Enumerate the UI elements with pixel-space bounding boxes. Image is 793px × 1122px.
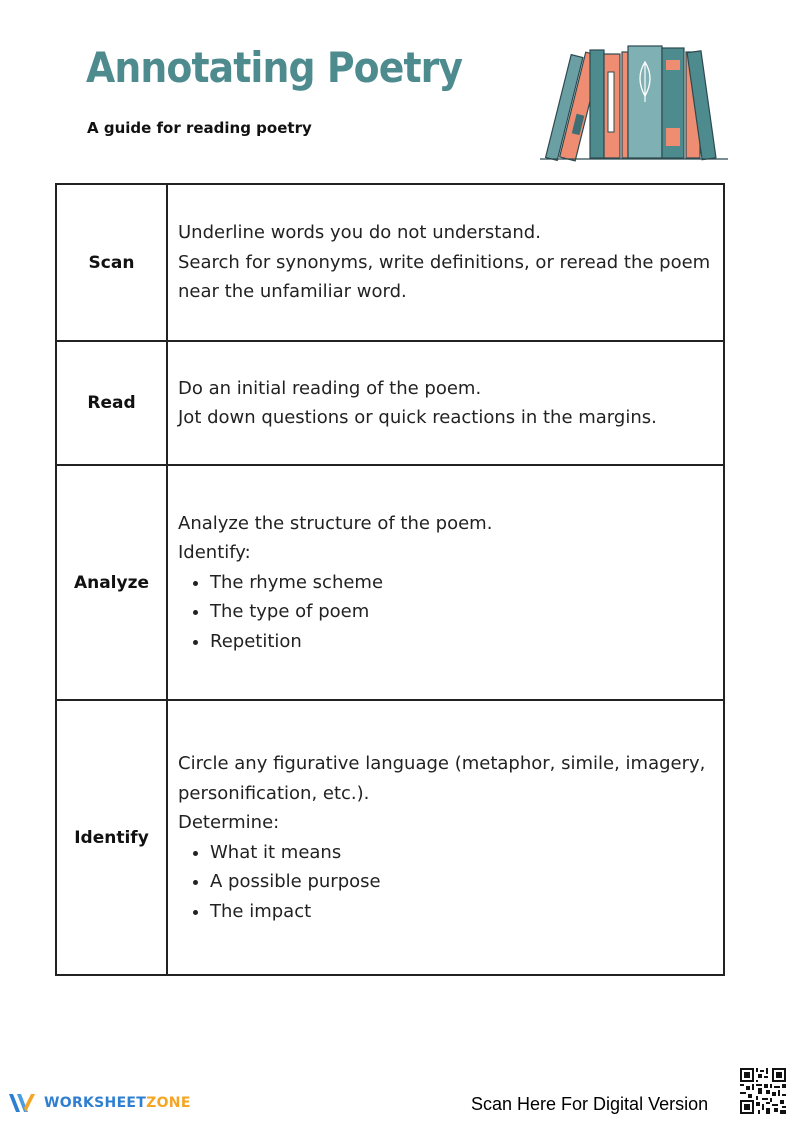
- description-line: Analyze the structure of the poem.: [178, 512, 493, 534]
- step-description: [167, 465, 724, 700]
- description-line: Underline words you do not understand.: [178, 222, 541, 244]
- list-item: • The type of poem: [210, 597, 713, 627]
- list-item: • Repetition: [210, 627, 713, 657]
- page-subtitle: A guide for reading poetry: [87, 119, 312, 137]
- description-line: Search for synonyms, write definitions, or reread the poem near the unfamiliar word.: [178, 251, 711, 303]
- table-row: [56, 465, 724, 700]
- description-line: Do an initial reading of the poem.: [178, 377, 482, 399]
- description-line: Jot down questions or quick reactions in the margins.: [178, 407, 657, 428]
- description-line: Identify:: [178, 542, 251, 564]
- description-line: Circle any figurative language (metaphor, simile, imagery, personification, etc.).: [178, 753, 706, 804]
- list-item: • A possible purpose: [210, 867, 713, 897]
- list-item: • The impact: [210, 897, 713, 927]
- page-title: Annotating Poetry: [86, 43, 463, 92]
- bullet-list: [178, 568, 713, 657]
- step-label: Read: [56, 341, 167, 465]
- brand-name-part1: WORKSHEET: [44, 1095, 147, 1111]
- scan-instruction: Scan Here For Digital Version: [471, 1094, 709, 1114]
- description-line: Determine:: [178, 812, 280, 833]
- list-item: • What it means: [210, 838, 713, 868]
- table-row: [56, 184, 724, 341]
- step-description: [167, 184, 724, 341]
- step-description: [167, 700, 724, 975]
- table-row: [56, 341, 724, 465]
- books-illustration: [538, 38, 730, 162]
- step-label: Scan: [56, 184, 167, 341]
- annotation-guide-table: [55, 183, 725, 976]
- brand-name: [44, 1095, 191, 1111]
- step-label: Analyze: [56, 465, 167, 700]
- worksheet-zone-logo[interactable]: [8, 1092, 191, 1114]
- worksheet-zone-logo-icon: [8, 1092, 38, 1114]
- qr-code-icon[interactable]: [740, 1068, 786, 1114]
- brand-name-part2: ZONE: [146, 1095, 191, 1111]
- step-label: Identify: [56, 700, 167, 975]
- bullet-list: [178, 838, 713, 927]
- table-row: [56, 700, 724, 975]
- step-description: [167, 341, 724, 465]
- list-item: • The rhyme scheme: [210, 568, 713, 598]
